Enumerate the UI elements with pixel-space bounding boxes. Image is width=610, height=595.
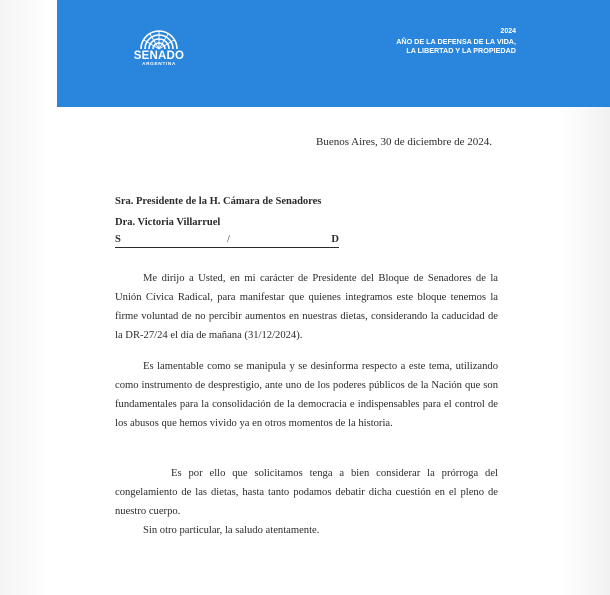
paragraph-2 [115, 357, 498, 433]
letter-date: Buenos Aires, 30 de diciembre de 2024. [316, 136, 492, 148]
sd-s: S [115, 234, 121, 245]
closing-text: Sin otro particular, la saludo atentamente. [143, 525, 320, 536]
header-motto [396, 37, 516, 55]
recipient-title: Sra. Presidente de la H. Cámara de Senadores [115, 196, 322, 207]
recipient-name: Dra. Victoria Villarruel [115, 217, 221, 228]
sd-d: D [331, 234, 339, 245]
sd-slash: / [227, 234, 230, 245]
closing [115, 521, 498, 540]
paragraph-1 [115, 269, 498, 345]
motto-line-2: LA LIBERTAD Y LA PROPIEDAD [406, 46, 516, 55]
logo-wordmark: SENADO [133, 50, 185, 62]
header-year: 2024 [500, 28, 516, 35]
paragraph-3-text: Es por ello que solicitamos tenga a bien considerar la prórroga del congelamiento de las dietas, hasta tanto podamos debatir dicha cuestión en el pleno de nuestro cuerpo. [115, 468, 498, 517]
logo-country: ARGENTINA [142, 62, 176, 67]
sd-line [115, 234, 339, 248]
paragraph-1-text: Me dirijo a Usted, en mi carácter de Presidente del Bloque de Senadores de la Unión Cívica Radical, para manifestar que quienes integramos este bloque tenemos la firme voluntad de no percibir aumentos en nuestras dietas, considerando la caducidad de la DR-27/24 el día de mañana (31/12/2024). [115, 273, 498, 341]
motto-line-1: AÑO DE LA DEFENSA DE LA VIDA, [396, 37, 516, 46]
paragraph-3 [115, 464, 498, 521]
paragraph-2-text: Es lamentable como se manipula y se desinforma respecto a este tema, utilizando como instrumento de desprestigio, ante uno de los poderes públicos de la Nación que son fundamentales para la consolidación de la democracia e indispensables para el control de los abusos que hemos vivido ya en otros momentos de la historia. [115, 361, 498, 429]
